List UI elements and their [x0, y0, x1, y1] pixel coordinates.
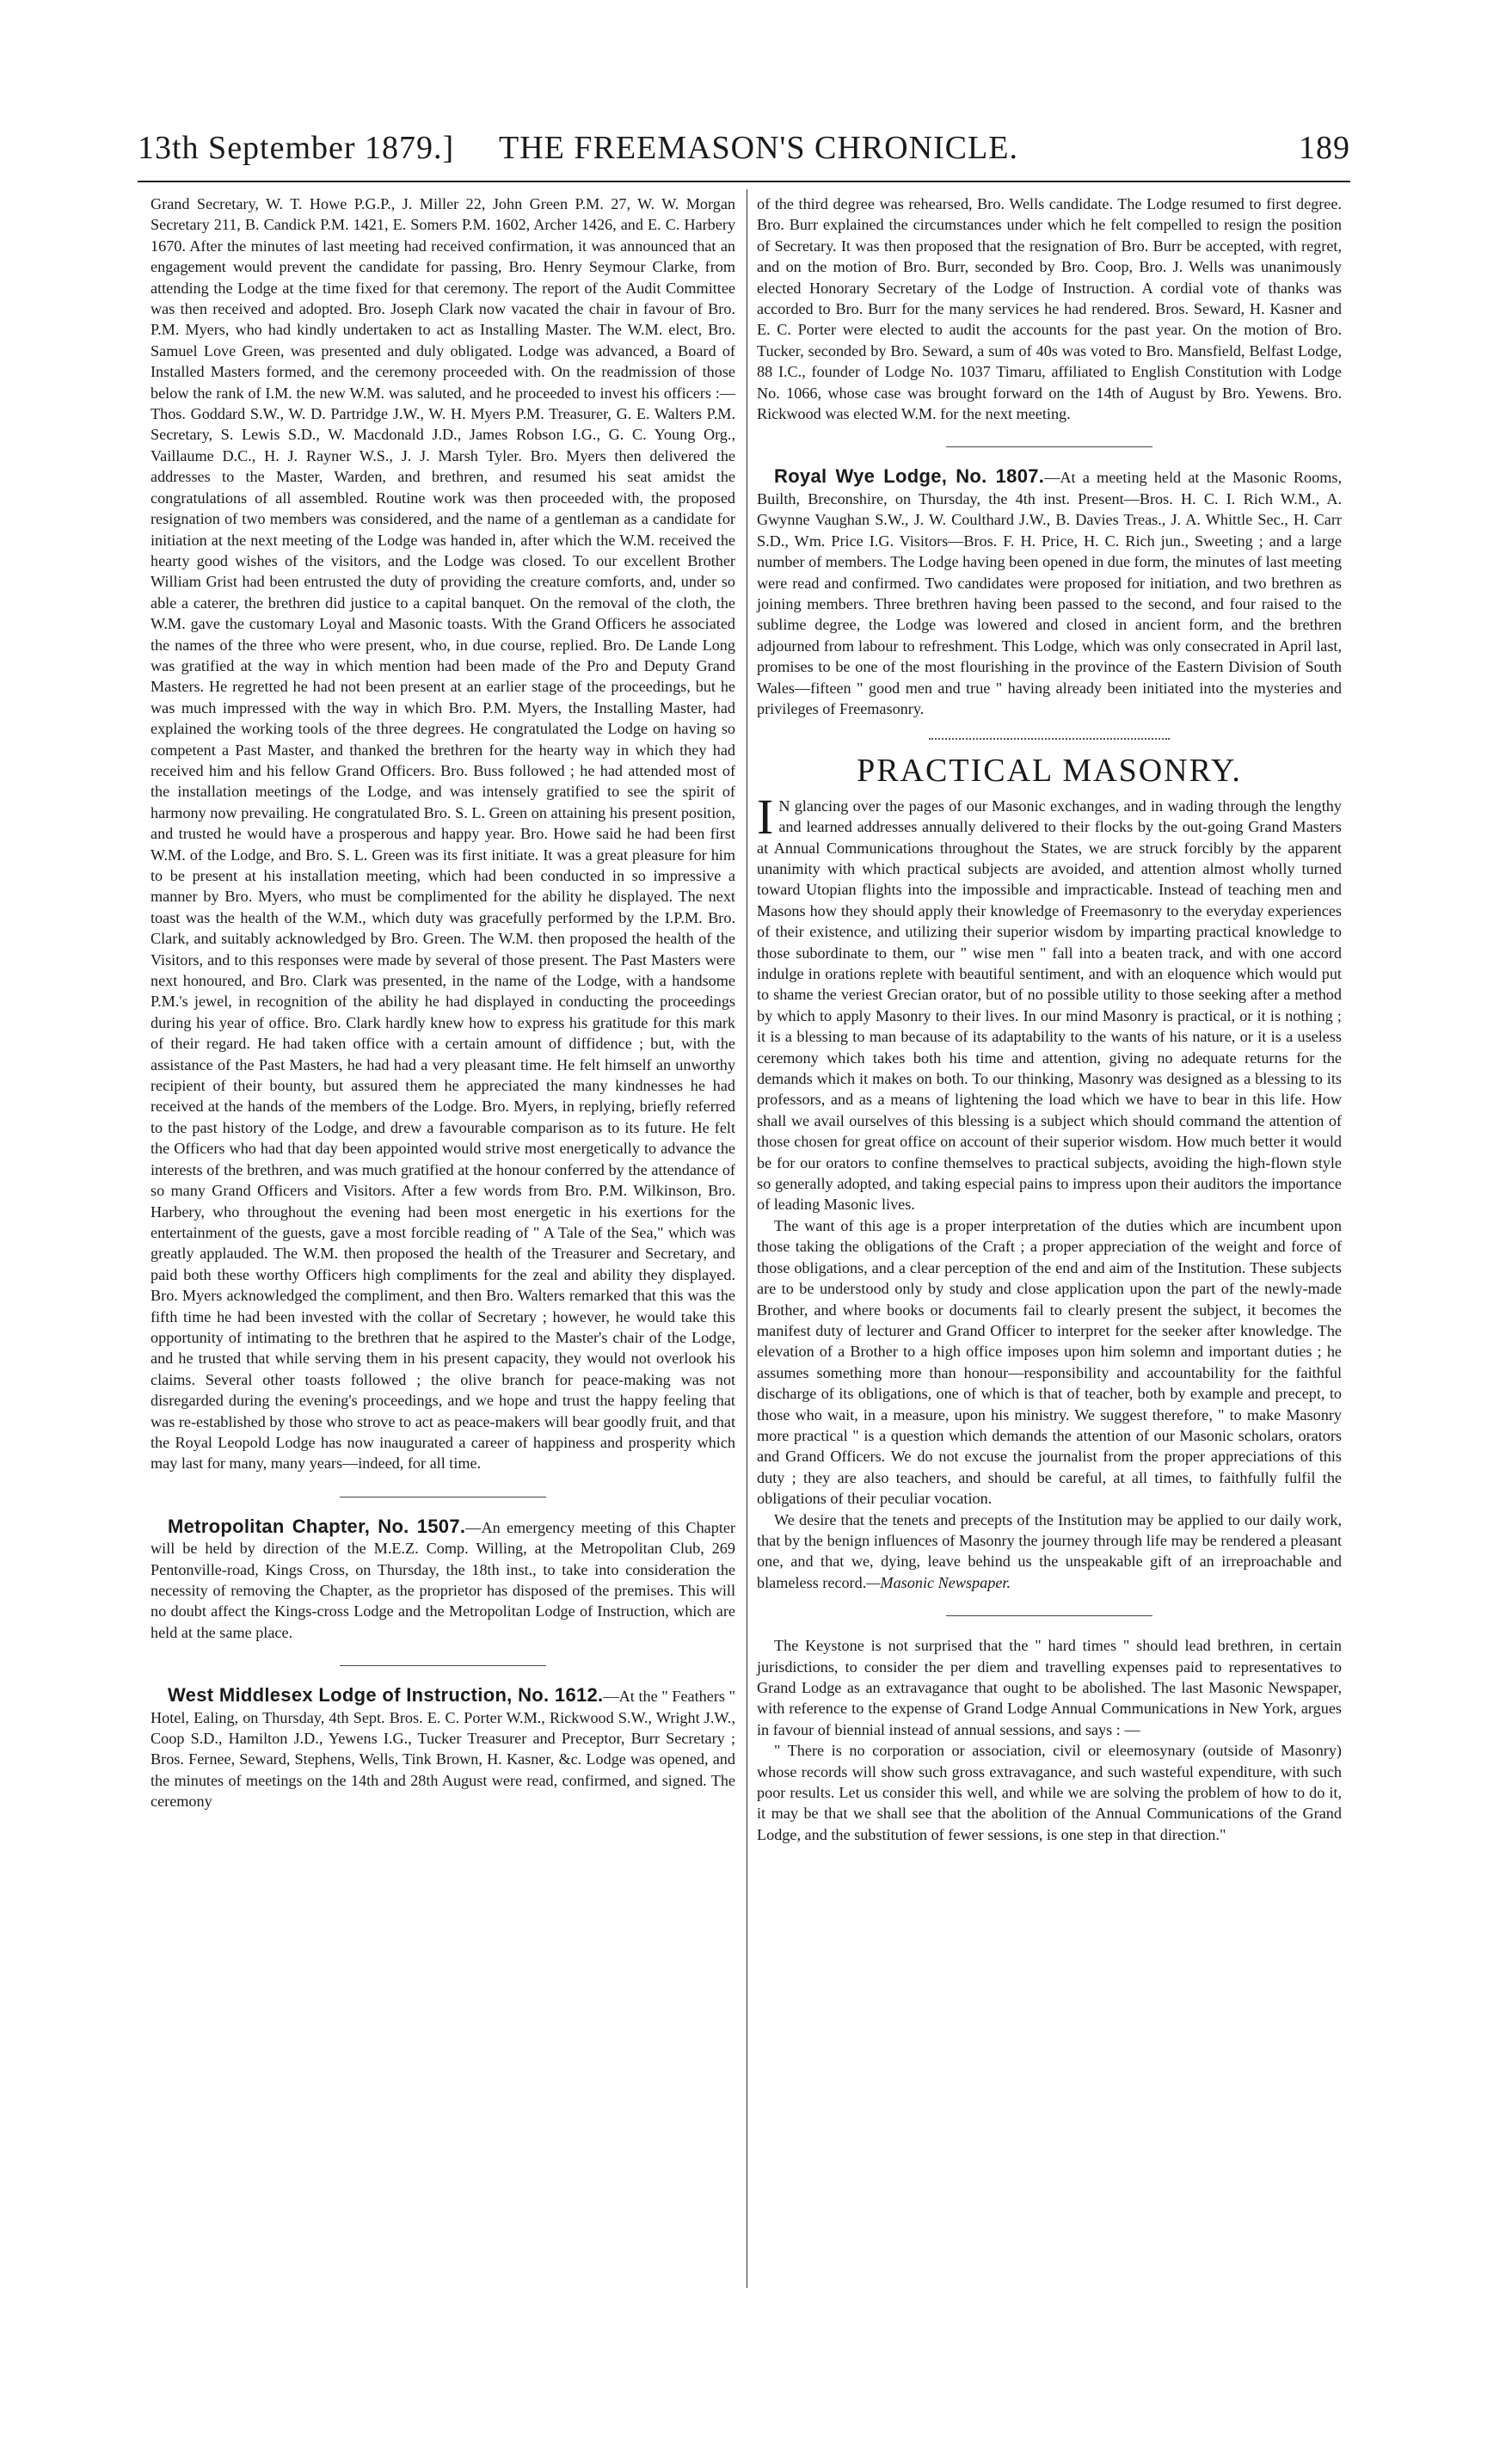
- west-middlesex-continued: of the third degree was rehearsed, Bro. Wells candidate. The Lodge resumed to first degree. Bro. Burr explained the circumstances under which he felt compelled to resign the position of Secretary. It was then proposed that the resignation of Bro. Burr be accepted, with regret, and on the motion of Bro. Burr, seconded by Bro. Coop, Bro. J. Wells was unanimously elected Honorary Secretary of the Lodge of Instruction. A cordial vote of thanks was accorded to Bro. Burr for the many services he had rendered. Bros. Seward, H. Kasner and E. C. Porter were elected to audit the accounts for the past year. On the motion of Bro. Tucker, seconded by Bro. Seward, a sum of 40s was voted to Bro. Mansfield, Belfast Lodge, 88 I.C., founder of Lodge No. 1037 Timaru, affiliated to English Constitution with Lodge No. 1066, whose case was brought forward on the 14th of August by Bro. Yewens. Bro. Rickwood was elected W.M. for the next meeting.: [757, 195, 1342, 423]
- royal-wye-body: —At a meeting held at the Masonic Rooms, Builth, Breconshire, on Thursday, the 4th inst. Present—Bros. H. C. I. Rich W.M., A. Gwynne Vaughan S.W., J. W. Coulthard J.W., B. Davies Treas., J. A. Whittle Sec., H. Carr S.D., Wm. Price I.G. Visitors—Bros. F. H. Price, H. C. Rich jun., Sweeting ; and a large number of members. The Lodge having been opened in due form, the minutes of last meeting were read and confirmed. Two candidates were proposed for initiation, and two brethren as joining members. Three brethren having been passed to the second, and four raised to the sublime degree, the Lodge was lowered and closed in ancient form, and the brethren adjourned from labour to refreshment. This Lodge, which was only consecrated in April last, promises to be one of the most flourishing in the province of the Eastern Division of South Wales—fifteen " good men and true " having already been initiated into the mysteries and privileges of Freemasonry.: [757, 469, 1343, 717]
- metropolitan-chapter-notice: [151, 1516, 735, 1643]
- issue-date: 13th September 1879.]: [138, 130, 455, 166]
- masthead: [138, 129, 1350, 181]
- west-middlesex-heading: West Middlesex Lodge of Instruction, No. 1612.: [168, 1684, 604, 1707]
- west-middlesex-notice: [151, 1685, 735, 1811]
- publication-title: THE FREEMASON'S CHRONICLE.: [499, 130, 1018, 166]
- section-separator: [340, 1665, 546, 1666]
- section-separator: [946, 446, 1152, 447]
- section-separator: [946, 1615, 1152, 1616]
- article-source: —Masonic Newspaper.: [866, 1573, 1011, 1591]
- dotted-separator: [929, 738, 1170, 740]
- metropolitan-chapter-body: —An emergency meeting of this Chapter will be held by direction of the M.E.Z. Comp. Willing, at the Metropolitan Club, 269 Pentonville-road, Kings Cross, on Thursday, the 18th inst., to take into consideration the necessity of removing the Chapter, as the proprietor has disposed of the premises. This will no doubt affect the Kings-cross Lodge and the Metropolitan Lodge of Instruction, which are held at the same place.: [151, 1518, 736, 1641]
- left-column: [151, 194, 735, 1812]
- masthead-rule: [138, 181, 1350, 182]
- keystone-quotation: " There is no corporation or association, civil or eleemosynary (outside of Masonry) whose records will show such gross extravagance, and such wasteful expenditure, with such poor results. Let us consider this well, and while we are solving the problem of how to do it, it may be that we shall see that the abolition of the Annual Communications of the Grand Lodge, and the substitution of fewer sessions, is one step in that direction.": [757, 1742, 1342, 1843]
- page-number: 189: [1299, 130, 1350, 166]
- royal-wye-notice: [757, 466, 1342, 719]
- drop-cap: I: [757, 788, 774, 845]
- keystone-paragraph-1: The Keystone is not surprised that the " hard times " should lead brethren, in certain jurisdictions, to consider the per diem and travelling expenses paid to representatives to Grand Lodge as an extravagance that ought to be abolished. The last Masonic Newspaper, with reference to the expense of Grand Lodge Annual Communications in New York, argues in favour of biennial instead of annual sessions, and says : —: [757, 1637, 1342, 1738]
- article-paragraph-3-text: We desire that the tenets and precepts of the Institution may be applied to our daily work, that by the benign influences of Masonry the journey through life may be rendered a pleasant one, and that we, dying, leave behind us the unspeakable gift of an irreproachable and blameless record.: [757, 1510, 1342, 1591]
- right-column: [757, 194, 1342, 1845]
- article-paragraph-3: [757, 1510, 1342, 1594]
- royal-wye-heading: Royal Wye Lodge, No. 1807.: [774, 465, 1045, 488]
- article-paragraph-1: [757, 788, 1342, 1215]
- section-separator: [340, 1497, 546, 1498]
- article-title: PRACTICAL MASONRY.: [857, 753, 1242, 790]
- west-middlesex-body: —At the " Feathers " Hotel, Ealing, on Thursday, 4th Sept. Bros. E. C. Porter W.M., Rickwood S.W., Wright J.W., Coop S.D., Hamilton J.D., Yewens I.G., Tucker Treasurer and Preceptor, Burr Secretary ; Bros. Fernee, Seward, Stephens, Wells, Tink Brown, H. Kasner, &c. Lodge was opened, and the minutes of meetings on the 14th and 28th August were read, confirmed, and signed. The ceremony: [151, 1688, 736, 1811]
- article-paragraph-1-text: N glancing over the pages of our Masonic exchanges, and in wading through the lengthy and learned addresses annually delivered to their flocks by the out-going Grand Masters at Annual Communications throughout the States, we are struck forcibly by the apparent unanimity with which practical subjects are avoided, and attention almost wholly turned toward Utopian flights into the impossible and impracticable. Instead of teaching men and Masons how they should apply their knowledge of Freemasonry to the everyday experiences of their existence, and utilizing their superior wisdom by imparting practical knowledge to those subordinate to them, our " wise men " fall into a beaten track, and with one accord indulge in orations replete with beautiful sentiment, and with an eloquence which would put to shame the veriest Grecian orator, but of no possible utility to those seeking after a method by which to apply Masonry to their lives. In our mind Masonry is practical, or it is nothing ; it is a blessing to man because of its adaptability to the wants of his nature, or it is a useless ceremony which takes both his time and attention, giving no adequate returns for the demands which it makes on both. To our thinking, Masonry was designed as a blessing to its professors, and as a means of lightening the load which we have to bear in this life. How shall we avail ourselves of this blessing is a subject which should command the attention of those chosen for great office on account of their superior wisdom. How much better it would be for our orators to confine themselves to practical subjects, avoiding the high-flown style so generally adopted, and taking especial pains to impress upon their auditors the importance of leading Masonic lives.: [757, 796, 1342, 1214]
- metropolitan-chapter-heading: Metropolitan Chapter, No. 1507.: [168, 1515, 466, 1537]
- royal-leopold-report: Grand Secretary, W. T. Howe P.G.P., J. Miller 22, John Green P.M. 27, W. W. Morgan Secretary 211, B. Candick P.M. 1421, E. Somers P.M. 1602, Archer 1426, and E. C. Harbery 1670. After the minutes of last meeting had received confirmation, it was announced that an engagement would prevent the candidate for passing, Bro. Henry Seymour Clarke, from attending the Lodge at the time fixed for that ceremony. The report of the Audit Committee was then received and adopted. Bro. Joseph Clark now vacated the chair in favour of Bro. P.M. Myers, who had kindly undertaken to act as Installing Master. The W.M. elect, Bro. Samuel Love Green, was presented and duly obligated. Lodge was advanced, a Board of Installed Masters formed, and the ceremony proceeded with. On the readmission of those below the rank of I.M. the new W.M. was saluted, and he proceeded to invest his officers :—Thos. Goddard S.W., W. D. Partridge J.W., W. H. Myers P.M. Treasurer, G. E. Walters P.M. Secretary, S. Lewis S.D., W. Macdonald J.D., James Robson I.G., G. C. Young Org., Vaillaume D.C., H. J. Rayner W.S., J. J. Marsh Tyler. Bro. Myers then delivered the addresses to the Master, Warden, and brethren, and resumed his seat amidst the congratulations of all assembled. Routine work was then proceeded with, the proposed resignation of two members was considered, and the name of a gentleman as a candidate for initiation at the next meeting of the Lodge was handed in, after which the W.M. received the hearty good wishes of the visitors, and the Lodge was closed. To our excellent Brother William Grist had been entrusted the duty of providing the creature comforts, and, under so able a caterer, the brethren did justice to a capital banquet. On the removal of the cloth, the W.M. gave the customary Loyal and Masonic toasts. With the Grand Officers he associated the names of the three who were present, who, in due course, replied. Bro. De Lande Long was gratified at the way in which mention had been made of the Pro and Deputy Grand Masters. He regretted he had not been present at an earlier stage of the proceedings, but he was much impressed with the way in which Bro. P.M. Myers, the Installing Master, had explained the working tools of the three degrees. He congratulated the Lodge on having so competent a Past Master, and thanked the brethren for the hearty way in which they had received him and his fellow Grand Officers. Bro. Buss followed ; he had attended most of the installation meetings of the Lodge, and was intensely gratified to see the spirit of harmony now prevailing. He congratulated Bro. S. L. Green on attaining his present position, and trusted he would have a prosperous and happy year. Bro. Howe said he had been first W.M. of the Lodge, and Bro. S. L. Green was its first initiate. It was a great pleasure for him to be present at his installation meeting, which had been conducted in so impressive a manner by Bro. Myers, who must be complimented for the ability he displayed. The next toast was the health of the W.M., which duty was gracefully performed by the I.P.M. Bro. Clark, and suitably acknowledged by Bro. Green. The W.M. then proposed the health of the Visitors, and to this responses were made by several of those present. The Past Masters were next honoured, and Bro. Clark was presented, in the name of the Lodge, with a handsome P.M.'s jewel, in recognition of the ability he had displayed in conducting the proceedings during his year of office. Bro. Clark hardly knew how to express his gratitude for this mark of their regard. He had taken office with a certain amount of diffidence ; but, with the assistance of the Past Masters, he had had a very pleasant time. He felt himself an unworthy recipient of their bounty, but assured them he appreciated the many kindnesses he had received at the hands of the members of the Lodge. Bro. Myers, in replying, briefly referred to the past history of the Lodge, and drew a favourable comparison as to its future. He felt the Officers who had that day been appointed would strive most energetically to advance the interests of the brethren, and was much gratified at the honour conferred by the attendance of so many Grand Officers and Visitors. After a few words from Bro. P.M. Wilkinson, Bro. Harbery, who throughout the evening had been most energetic in his exertions for the entertainment of the guests, gave a most forcible reading of " A Tale of the Sea," which was greatly applauded. The W.M. then proposed the health of the Treasurer and Secretary, and paid both these worthy Officers high compliments for the zeal and ability they displayed. Bro. Myers acknowledged the compliment, and then Bro. Walters remarked that this was the fifth time he had been invested with the collar of Secretary ; however, he would take this opportunity of intimating to the brethren that he aspired to the Master's chair of the Lodge, and he trusted that while serving them in his present capacity, they would not overlook his claims. Several other toasts followed ; the olive branch for peace-making was not disregarded during the evening's proceedings, and we hope and trust the happy feeling that was re-established by those who strove to act as peace-makers will bear goodly fruit, and that the Royal Leopold Lodge has now inaugurated a career of happiness and prosperity which may last for many, many years—indeed, for all time.: [151, 195, 735, 1473]
- article-paragraph-2: The want of this age is a proper interpretation of the duties which are incumbent upon those taking the obligations of the Craft ; a proper appreciation of the weight and force of those obligations, and a clear perception of the end and aim of the Institution. These subjects are to be understood only by study and close application upon the part of the newly-made Brother, and where books or documents fail to clearly present the subject, it becomes the manifest duty of lecturer and Grand Officer to interpret for the seeker after knowledge. The elevation of a Brother to a high office imposes upon him solemn and important duties ; he assumes something more than honour—responsibility and accountability for the faithful discharge of its obligations, one of which is that of teacher, both by example and precept, to those who wait, in a measure, upon his ministry. We suggest therefore, " to make Masonry more practical " is a question which demands the attention of our Masonic scholars, orators and Grand Officers. We do not excuse the journalist from the proper appreciations of this duty ; they are also teachers, and should be careful, at all times, to faithfully fulfil the obligations of their peculiar vocation.: [757, 1216, 1342, 1508]
